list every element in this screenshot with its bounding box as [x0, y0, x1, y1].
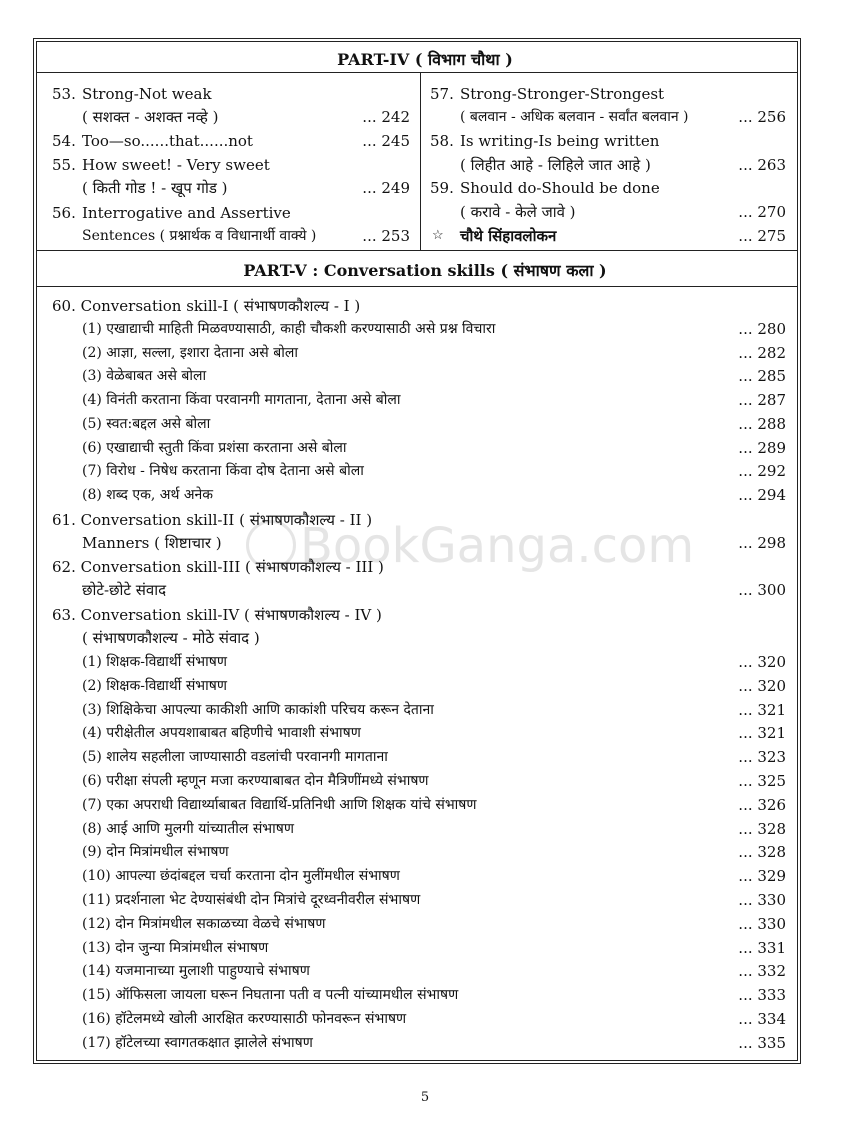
list-item-page: ... 335	[738, 1033, 786, 1052]
list-item-page: ... 280	[738, 320, 786, 338]
toc-entry-59-title: Should do-Should be done	[460, 179, 660, 197]
toc-entry-58-page: ... 263	[738, 156, 786, 174]
section-62-title: 62. Conversation skill-III ( संभाषणकौशल्य - III )	[52, 558, 384, 576]
toc-entry-56-title: Interrogative and Assertive	[82, 204, 291, 222]
toc-entry-58-sub: ( लिहीत आहे - लिहिले जात आहे )	[460, 156, 651, 174]
list-item-label: (10) आपल्या छंदांबद्दल चर्चा करताना दोन मुलींमधील संभाषण	[82, 868, 400, 885]
list-item-label: (7) एका अपराधी विद्यार्थ्याबाबत विद्यार्थि-प्रतिनिधी आणि शिक्षक यांचे संभाषण	[82, 796, 477, 813]
toc-entry-59-page: ... 270	[738, 203, 786, 221]
toc-entry-59-num: 59.	[430, 179, 454, 197]
toc-entry-58-title: Is writing-Is being written	[460, 132, 660, 150]
toc-entry-54-num: 54.	[52, 132, 76, 150]
list-item-page: ... 320	[738, 676, 786, 695]
toc-entry-56-sub: Sentences ( प्रश्नार्थक व विधानार्थी वाक्ये )	[82, 228, 317, 244]
list-item-label: (2) शिक्षक-विद्यार्थी संभाषण	[82, 677, 227, 694]
section-61-page: ... 298	[738, 534, 786, 552]
star-icon: ☆	[432, 228, 444, 243]
list-item-label: (8) आई आणि मुलगी यांच्यातील संभाषण	[82, 820, 294, 837]
list-item-label: (14) यजमानाच्या मुलाशी पाहुण्याचे संभाषण	[82, 963, 310, 980]
list-item-label: (3) शिक्षिकेचा आपल्या काकीशी आणि काकांशी परिचय करून देताना	[82, 701, 434, 718]
list-item-label: (8) शब्द एक, अर्थ अनेक	[82, 486, 214, 503]
section-61-title: 61. Conversation skill-II ( संभाषणकौशल्य - II )	[52, 511, 373, 529]
list-item-label: (5) स्वत:बद्दल असे बोला	[82, 415, 211, 432]
list-item-label: (15) ऑफिसला जायला घरून निघताना पती व पत्नी यांच्यामधील संभाषण	[82, 987, 459, 1004]
section-63-title: 63. Conversation skill-IV ( संभाषणकौशल्य - IV )	[52, 606, 382, 624]
column-divider	[420, 72, 421, 250]
list-item-label: (4) विनंती करताना किंवा परवानगी मागताना, देताना असे बोला	[82, 392, 401, 409]
list-item-label: (5) शालेय सहलीला जाण्यासाठी वडलांची परवानगी मागताना	[82, 749, 388, 766]
toc-entry-54-title: Too—so......that......not	[82, 132, 253, 150]
section-62-page: ... 300	[738, 581, 786, 599]
list-item-label: (16) हॉटेलमध्ये खोली आरक्षित करण्यासाठी फोनवरून संभाषण	[82, 1011, 407, 1027]
section-61-sub: Manners ( शिष्टाचार )	[82, 534, 222, 552]
list-item-page: ... 333	[738, 986, 786, 1005]
list-item-label: (13) दोन जुन्या मित्रांमधील संभाषण	[82, 939, 269, 956]
list-item-label: (6) परीक्षा संपली म्हणून मजा करण्याबाबत दोन मैत्रिणींमध्ये संभाषण	[82, 773, 429, 789]
toc-entry-57-num: 57.	[430, 85, 454, 103]
list-item-page: ... 334	[738, 1010, 786, 1028]
toc-entry-55-num: 55.	[52, 156, 76, 174]
toc-entry-53-sub: ( सशक्त - अशक्त नव्हे )	[82, 108, 219, 126]
toc-entry-55-page: ... 249	[362, 179, 410, 197]
toc-entry-53-num: 53.	[52, 85, 76, 103]
toc-entry-54-page: ... 245	[362, 132, 410, 150]
toc-entry-55-sub: ( किती गोड ! - खूप गोड )	[82, 179, 228, 197]
section-60-title: 60. Conversation skill-I ( संभाषणकौशल्य - I )	[52, 297, 361, 315]
toc-entry-55-title: How sweet! - Very sweet	[82, 156, 270, 174]
list-item-label: (9) दोन मित्रांमधील संभाषण	[82, 844, 229, 861]
list-item-page: ... 325	[738, 772, 786, 790]
section-62-sub: छोटे-छोटे संवाद	[82, 581, 167, 599]
list-item-page: ... 285	[738, 367, 786, 386]
list-item-page: ... 321	[738, 724, 786, 743]
watermark: BookGanga.com	[300, 518, 695, 574]
list-item-page: ... 328	[738, 819, 786, 838]
page-number: 5	[420, 1090, 430, 1105]
list-item-page: ... 321	[738, 700, 786, 719]
toc-entry-59-sub: ( करावे - केले जावे )	[460, 203, 576, 221]
list-item-page: ... 332	[738, 962, 786, 981]
list-item-page: ... 329	[738, 867, 786, 886]
list-item-page: ... 328	[738, 843, 786, 862]
toc-entry-57-page: ... 256	[738, 108, 786, 126]
list-item-page: ... 282	[738, 343, 786, 362]
list-item-page: ... 326	[738, 795, 786, 814]
list-item-page: ... 292	[738, 462, 786, 481]
list-item-page: ... 330	[738, 914, 786, 933]
toc-entry-review-title: चौथे सिंहावलोकन	[460, 227, 557, 245]
list-item-page: ... 331	[738, 938, 786, 957]
toc-entry-57-sub: ( बलवान - अधिक बलवान - सर्वांत बलवान )	[460, 109, 689, 125]
toc-entry-57-title: Strong-Stronger-Strongest	[460, 85, 665, 103]
toc-entry-53-title: Strong-Not weak	[82, 85, 212, 103]
part4-rule	[37, 72, 797, 73]
section-63-sub: ( संभाषणकौशल्य - मोठे संवाद )	[82, 629, 260, 647]
toc-entry-58-num: 58.	[430, 132, 454, 150]
list-item-label: (3) वेळेबाबत असे बोला	[82, 368, 207, 385]
list-item-label: (2) आज्ञा, सल्ला, इशारा देताना असे बोला	[82, 344, 298, 361]
list-item-page: ... 289	[738, 438, 786, 457]
list-item-label: (7) विरोध - निषेध करताना किंवा दोष देताना असे बोला	[82, 463, 364, 480]
list-item-page: ... 288	[738, 414, 786, 433]
list-item-label: (1) शिक्षक-विद्यार्थी संभाषण	[82, 654, 227, 670]
part5-rule	[37, 286, 797, 287]
toc-entry-53-page: ... 242	[362, 108, 410, 126]
part4-bottom-rule	[37, 250, 797, 251]
list-item-label: (12) दोन मित्रांमधील सकाळच्या वेळचे संभाषण	[82, 915, 326, 932]
list-item-label: (1) एखाद्याची माहिती मिळवण्यासाठी, काही चौकशी करण्यासाठी असे प्रश्न विचारा	[82, 321, 496, 337]
list-item-label: (6) एखाद्याची स्तुती किंवा प्रशंसा करताना असे बोला	[82, 439, 347, 456]
list-item-label: (4) परीक्षेतील अपयशाबाबत बहिणीचे भावाशी संभाषण	[82, 725, 361, 742]
list-item-label: (11) प्रदर्शनाला भेट देण्यासंबंधी दोन मित्रांचे दूरध्वनीवरील संभाषण	[82, 892, 421, 908]
part5-heading: PART-V : Conversation skills ( संभाषण कला )	[243, 261, 607, 280]
list-item-page: ... 320	[738, 653, 786, 671]
toc-entry-56-page: ... 253	[362, 227, 410, 245]
list-item-page: ... 287	[738, 391, 786, 410]
toc-entry-review-page: ... 275	[738, 227, 786, 245]
list-item-label: (17) हॉटेलच्या स्वागतकक्षात झालेले संभाषण	[82, 1034, 313, 1051]
list-item-page: ... 323	[738, 748, 786, 767]
part4-heading: PART-IV ( विभाग चौथा )	[337, 50, 513, 69]
list-item-page: ... 294	[738, 485, 786, 504]
toc-entry-56-num: 56.	[52, 204, 76, 222]
list-item-page: ... 330	[738, 891, 786, 909]
